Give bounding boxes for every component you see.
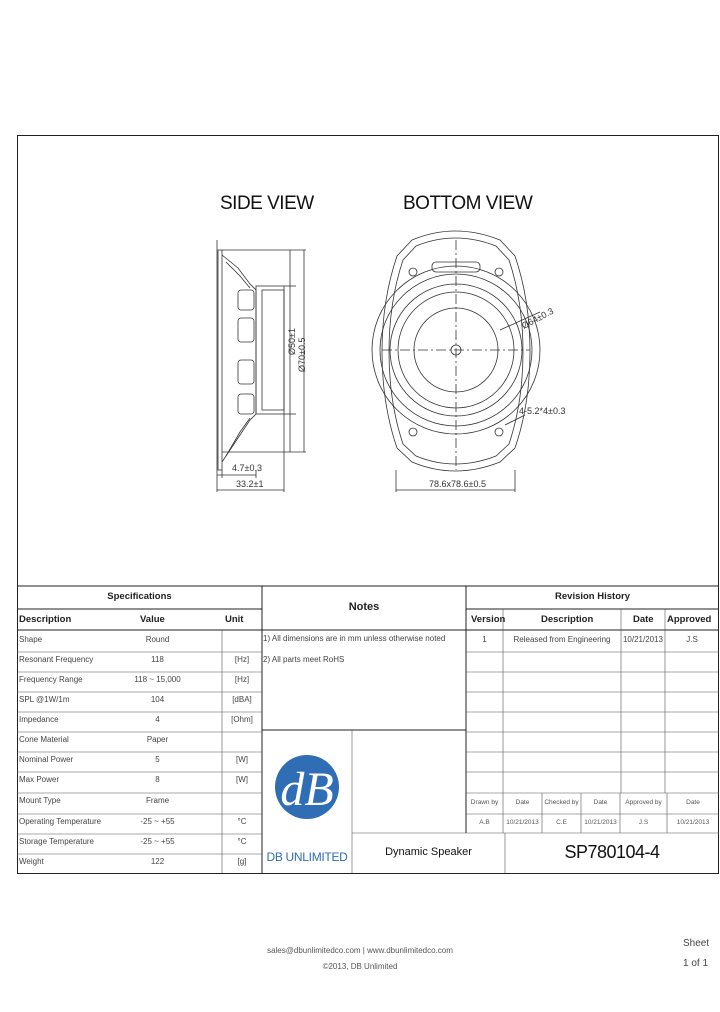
spec-description: Storage Temperature [19, 837, 95, 846]
spec-description: Frequency Range [19, 675, 83, 684]
signoff-value: 10/21/2013 [506, 819, 539, 826]
spec-value: 5 [155, 755, 160, 764]
spec-value: Frame [145, 796, 170, 805]
spec-unit: [Ohm] [231, 715, 253, 724]
note-item: 2) All parts meet RoHS [263, 655, 345, 664]
spec-header-description: Description [19, 614, 72, 625]
revision-date: 10/21/2013 [622, 635, 664, 644]
revision-header-date: Date [633, 614, 654, 625]
revision-version: 1 [482, 635, 487, 644]
sheet-label: Sheet [683, 938, 710, 949]
dim-side-d2: Ø70±0.5 [297, 337, 307, 372]
note-item: 1) All dimensions are in mm unless otherwise noted [263, 634, 446, 643]
revision-approved: J.S [686, 635, 698, 644]
spec-description: SPL @1W/1m [19, 695, 70, 704]
spec-description: Max Power [19, 775, 60, 784]
bottom-view-title: BOTTOM VIEW [403, 193, 533, 214]
footer-copyright: ©2013, DB Unlimited [322, 962, 398, 971]
spec-description: Mount Type [19, 796, 61, 805]
signoff-header: Approved by [625, 799, 662, 806]
signoff-value: J.S [638, 819, 649, 826]
spec-value: 122 [150, 857, 165, 866]
spec-unit: [g] [237, 857, 247, 866]
logo-text: DB UNLIMITED [266, 850, 348, 864]
spec-unit: °C [237, 837, 247, 846]
spec-header-unit: Unit [225, 614, 244, 625]
spec-description: Impedance [19, 715, 59, 724]
signoff-value: A.B [479, 819, 490, 826]
spec-unit: °C [237, 817, 247, 826]
spec-description: Nominal Power [19, 755, 74, 764]
spec-value: 4 [155, 715, 160, 724]
product-name: Dynamic Speaker [385, 846, 472, 858]
notes-title: Notes [348, 601, 380, 613]
dim-side-d1: Ø50±1 [287, 328, 297, 355]
signoff-header: Date [593, 799, 608, 806]
spec-value: 104 [150, 695, 165, 704]
dim-side-h1: 4.7±0.3 [232, 463, 262, 473]
spec-description: Operating Temperature [19, 817, 102, 826]
spec-unit: [Hz] [234, 655, 250, 664]
spec-unit: [W] [236, 775, 248, 784]
specifications-title: Specifications [107, 591, 172, 602]
revision-title: Revision History [555, 591, 630, 602]
revision-header-version: Version [471, 614, 506, 625]
spec-header-value: Value [140, 614, 165, 625]
footer-contact: sales@dbunlimitedco.com | www.dbunlimitedco.com [267, 946, 453, 955]
revision-header-approved: Approved [667, 614, 712, 625]
dim-side-h2: 33.2±1 [236, 479, 264, 489]
signoff-header: Date [686, 799, 700, 806]
dim-bottom-width: 78.6x78.6±0.5 [429, 479, 486, 489]
spec-description: Cone Material [19, 735, 69, 744]
revision-header-description: Description [541, 614, 594, 625]
spec-value: 118 ~ 15,000 [134, 675, 181, 684]
signoff-value: 10/21/2013 [676, 819, 710, 826]
spec-value: 118 [151, 655, 164, 664]
dim-bottom-d: Ø64±0.3 [520, 305, 556, 331]
spec-value: Round [145, 635, 170, 644]
spec-unit: [W] [236, 755, 248, 764]
signoff-header: Date [515, 799, 530, 806]
signoff-header: Checked by [544, 799, 579, 806]
signoff-value: C.E [556, 819, 567, 826]
revision-description: Released from Engineering [513, 635, 611, 644]
spec-value: -25 ~ +55 [140, 837, 175, 846]
spec-value: -25 ~ +55 [140, 817, 175, 826]
part-number: SP780104-4 [564, 842, 660, 862]
spec-unit: [dBA] [232, 695, 252, 704]
logo-mark: dB [280, 763, 334, 816]
spec-description: Shape [19, 635, 43, 644]
sheet-value: 1 of 1 [683, 958, 709, 969]
spec-unit: [Hz] [234, 675, 250, 684]
side-view-title: SIDE VIEW [220, 193, 314, 214]
signoff-header: Drawn by [470, 799, 499, 806]
dim-bottom-holes: 4-5.2*4±0.3 [519, 406, 566, 416]
spec-description: Resonant Frequency [19, 655, 94, 664]
spec-value: Paper [146, 735, 169, 744]
spec-description: Weight [19, 857, 44, 866]
spec-value: 8 [155, 775, 160, 784]
signoff-value: 10/21/2013 [584, 819, 617, 826]
